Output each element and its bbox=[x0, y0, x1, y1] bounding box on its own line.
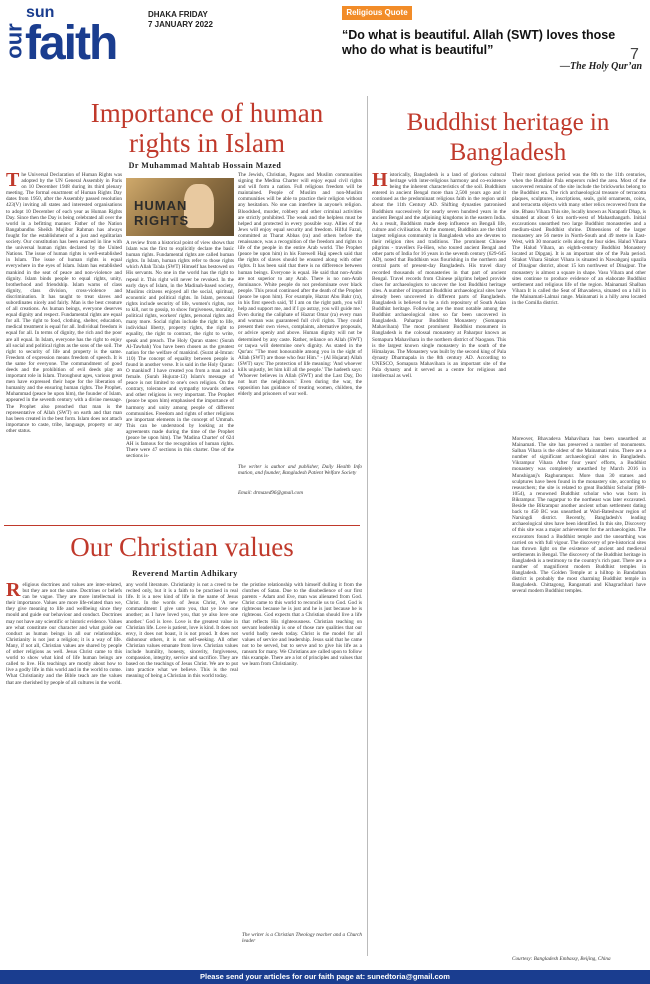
masthead-our: our bbox=[2, 23, 28, 59]
article-human-rights-title: Importance of human rights in Islam bbox=[90, 98, 324, 158]
page-number: 7 bbox=[630, 46, 639, 63]
section-tab: Religious Quote bbox=[342, 6, 412, 20]
article-human-rights-col1: The Universal Declaration of Human Rights was adopted by the UN General Assembly in Paris on 10 December 1948 during its third plenary meeting. The formal enactment of Human Rights Day dates from 1950, after the Assembly passed resolution 423(V) inviting all states and interested organisations to adopt 10 December of each year as Human Rights Day. Since then the Day is being celebrated all over the world in a befitting manner. Father of the Nation Bangabandhu Sheikh Mujibur Rahman has always fought for the establishment of a just and egalitarian society. Our constitution has been enacted in line with the universal human rights declared by the United Nations. The issue of human rights is well-established in Islam. The issue of human rights is equal everywhere in the eyes of Islam. Islam has established mankind in the seat of peace and non-violence and dignity. Islam binds people to equal rights, unity, brotherhood and friendship. Islam warns of class dignity, class division, cross-violence and discrimination. It has taught to treat slaves and subordinates nicely and fairly. Man is the best creature of all creations. As human beings, everyone deserves equal dignity and respect. Fundamental rights are equal for all. The right to food, clothing, shelter, education, medical treatment is equal for all. Individual freedom is equal for all. In terms of dignity, the rich and the poor are all equal. In Islam, everyone has the right to enjoy all social and political rights as the sons of the soil. The right to security of life and property is the same. Freedom of expression means freedom of speech. It is the same for everyone. The commandment of good deeds and the prohibition of evil deeds play an important role in Islam. Throughout ages, various great men have expressed their hope for the liberation of humanity and the ensuring human rights. The Prophet, Muhammad (peace be upon him), the founder of Islam, appeared in the seventh century with a divine message. The Prophet also preached that man is the representative of Allah (SWT) on earth and that man has been created in the best form. Islam does not attach importance to caste, tribe, language, property or any other status. bbox=[6, 172, 122, 434]
article-human-rights-email: Email: drmazed96@gmail.com bbox=[238, 490, 303, 496]
masthead-date: 7 JANUARY 2022 bbox=[148, 20, 213, 29]
article-human-rights-byline: Dr Muhammad Mahtab Hossain Mazed bbox=[128, 161, 282, 170]
photo-caption-text: HUMAN RIGHTS bbox=[134, 198, 190, 228]
article-buddhist-col2: Their most glorious period was the 8th to the 11th centuries, when the Buddhist Pala emperors ruled the area. Most of the uncovered remains of the site include the brickworks belong to the Buddhist era. The rich archaeological treasure of terracotta plaques, sculptures, inscriptions, seals, gold ornaments, coins, and terracotta objects with many other relics recovered from the site. Bhasu Vihara This site, locally known as Narapatir Dhap, is situated at about 6 km north-west of Mahasthangarh. Initial excavations unearthed two large Buddhist monasteries and a medium-sized Buddhist shrine. Dimensions of the larger monastery are 56 metre in North-South and 49 metre in East-West, with 30 monastic cells along the four sides. Halud Vihara The Halud Vihara, an eighth-century Buddhist Monastery located at Dipganj. It is an important site of the Pala period. Sitakot Vihara Sitakot Vihara is situated in Nawabganj upazila of Dinajpur district, about 15 km northwest of Dinajpur. The monastery is almost a square in shape. Vasu Vihara and other sites continue to produce evidence of an elaborate Buddhist settlement and religious life of the region. Mainamati Shalban Vihara It is called the Seat of Bhavadeva, situated on a hill in the Mainamati-Lalmai range. Mainamati is a hilly area located in the Comilla district. bbox=[512, 172, 646, 306]
quote-source: —The Holy Qur’an bbox=[560, 61, 643, 72]
article-buddhist-col1: Historically, Bangladesh is a land of glorious cultural heritage with inter-religious harmony and co-existence being the inherent characteristics of the soil. Buddhism entered in ancient Bengal more than 2,500 years ago and it continued as the predominant religious faith in the region until about the 11th Century AD. Shifting dynasties patronised Buddhism successively for nearly seven hundred years in the ancient Bengal and the adjoining kingdoms in the eastern India. As a result, Buddhism made deep influence on Bengali life, culture and civilisation. At the moment, Buddhists are the third largest religious community in Bangladesh who are devotes to their religion rites and traditions. The prominent Chinese pilgrims - travellers Fa-Hien, who toured ancient Bengal and other parts of India for 16 years in the seventh century (629-645 AD), noted that Buddhism was flourishing in the northern and central parts of present-day Bangladesh. His travel diary recorded thousands of monasteries in that part of ancient Bengal. Travel records from Chinese pilgrims helped provide clues for archaeologists to uncover the lost Buddhist heritage sites. A number of important Buddhist archaeological sites have already been uncovered in different parts of Bangladesh. Bangladesh is believed to be a rich repository of South Asian Buddhist heritage. Following are the most notable among the Buddhist archaeological sites so far been uncovered in Bangladesh. Paharpur Buddhist Monastery (Somapura Mahavihara) The most prominent Buddhist monument in Bangladesh is the colossal monastery at Paharpur known as Somapura Mahavihara in the northern district of Naogaon. This is the largest known single monastery in the south of the Himalayas. The Monastery was built by the second king of Pala dynasty Dharmapala in the 8th century AD. According to UNESCO, Somapura Mahavihara is an important site of the Pala dynasty and it served as a centre for religious and intellectual as well. bbox=[372, 172, 506, 380]
article-buddhist-courtesy: Courtesy: Bangladesh Embassy, Beijing, China bbox=[512, 956, 611, 962]
masthead-city: DHAKA FRIDAY bbox=[148, 10, 208, 19]
article-christian-title: Our Christian values bbox=[70, 532, 294, 562]
dropcap: H bbox=[372, 172, 388, 191]
article-human-rights-bio: The writer is author and publisher, Daily Health Info mation, and founder, Bangladesh Patient Welfare Society bbox=[238, 464, 362, 477]
article-christian-bio: The writer is a Christian Theology teacher and a Church leader bbox=[242, 932, 362, 945]
footer-bar: Please send your articles for our faith page at: sunedtoria@gmail.com bbox=[0, 970, 650, 984]
article-human-rights-col2: A review from a historical point of view shows that Islam was the first to explicitly declare the basic human rights. Fundamental rights are called human rights. In Islam, human rights refer to those rights which Allah Ta'ala (SWT) Himself has bestowed on His servants. No one in the world has the right to repeal it. This right will never be revoked. In the early days of Islam, in the Madinah-based society, Muslims citizens enjoyed all the social, spiritual, economic and political rights. In Islam, personal rights include security of life, women's rights, not to kill, not to gossip, to show forgiveness, morality, political rights, workers' rights, personal rights and many more. Social rights include the right to life, individual liberty, property rights, the right to equality, the right to contract, the right to write, speak and preach. The Holy Quran states: (Surah Al-Tawbah) You have been chosen as the greatest nation for the welfare of mankind. (Surat al-Imran: 110) The concept of equality between people is found in another verse. It is said in the Holy Quran: O mankind! I have created you from a man and a female. (Surah Hujurat-13) Islam's message of peace is not limited to one's own religion. On the contrary, tolerance and sympathy towards others and other religions is very important. The Prophet (peace be upon him) emphasised the importance of harmony and unity among people of different communities. Freedom and rights of other religions are important elements in the concept of Ummah. This can be understood by looking at the agreements made during the time of the Prophet (peace be upon him). The 'Madina Charter' of 624 AH is famous for the recognition of human rights. There were 47 sections in this charter. One of the sections is- bbox=[126, 240, 234, 460]
masthead-faith: faith bbox=[25, 17, 117, 70]
masthead bbox=[0, 0, 650, 92]
masthead-sun: sun bbox=[26, 4, 55, 21]
article-christian-col1: Religious doctrines and values are inter-related, but they are not the same. Doctrines or beliefs can be vague. They are more intellectual in their importance. Values are more life-related than we, they give meaning to life and wellbeing since they mould and guide our behaviour and conduct. Doctrines may not have any scientific or historic evidence. Values are what constitute our character and what guide our conduct as human beings in all our relationships. Christianity is not just a religion; it is a way of life. Many, if not all, Christian values are shared by people of other religions as well. Jesus Christ came to this world to show what kind of life human beings are called to live. His teachings are mostly about how to live a godly life in this world and in the world to come. What Christianity and the Bible teach are the values that are cherished by people of all cultures in the world. bbox=[6, 582, 122, 686]
article-christian-col2: any world literature. Christianity is not a creed to be recited only, but it is a faith to be practised in real life. It is a new kind of life in the name of Jesus Christ. In the words of Jesus Christ, 'A new commandment I give unto you, that ye love one another; as I have loved you, that ye also love one another.' God is love. Love is the greatest value in Christian life. Love is patient, love is kind. It does not envy, it does not boast, it is not proud. It does not dishonour others, it is not self-seeking. All other Christian values emanate from love. Christian values include humility, honesty, sincerity, forgiveness, compassion, integrity, service and sacrifice. They are based on the teachings of Jesus Christ. We are to put into practice what we believe. This is the real meaning of being a Christian in this world today. bbox=[126, 582, 238, 680]
column-divider bbox=[367, 96, 368, 956]
article-christian-col3: the pristine relationship with himself dulling it from the clutches of Satan. Due to the disobedience of our first parents - Adam and Eve, man was alienated from God. Christ came to this world to reconcile us to God. God is righteous because he is just and he is just because he is righteous. God expects that a Christian should live a life that reflects His righteousness. Christian teaching on servant leadership is one of those rare qualities that our world badly needs today. Christ is the model for all values of service and leadership. Jesus said that he came not to be served, but to serve and to give his life as a ransom for many. We Christians are called upon to follow this example. There are a lot of principles and values that we learn from Christianity. bbox=[242, 582, 362, 668]
article-buddhist-title: Buddhist heritage in Bangladesh bbox=[406, 109, 610, 166]
article-human-rights-col3: The Jewish, Christian, Pagans and Muslim communities signing the Medina Charter will enjoy equal civil rights and will form a nation. Full religious freedom will be maintained. People of Muslim and non-Muslim communities will be able to practice their religion without any hesitation. No one can interfere in anyone's religion. Bloodshed, murder, robbery and other criminal activities are strictly prohibited. The weak and the helpless must be helped and protected in every possible way. Allies of the Jews will enjoy equal security and freedom. Hilful Fazul, committed at Tharat Abbas (ra) and others before the renaissance, was a recognition of the freedom and rights to life of the people in the entire Arab world. The Prophet (peace be upon him) in his Farewell Hajj speech said that the rights of slaves should be ensured along with other rights. It has been said that there is no difference between human beings. Everyone is equal. He said that non-Arabs are not superior to any Arab. There is no non-Arab dominance. White people do not predominate over black people. This proud continued after the death of the Prophet (peace be upon him). For example, Hazrat Abu Bakr (ra), in his first speech said, 'If I am on the right path, you will help and support me, and if I go astray, you will guide me.' Even during the caliphate of Hazrat Omar (ra) every man and woman was guaranteed full civil rights. They could present their own views, complaints, alternative proposals, or advice openly and above. Human dignity will not be determined by any caste. Rather, reliance on Allah (SWT) or taqwa will determine one's dignity. As stated in the Qur'an: "The most honourable among you in the sight of Allah (SWT) are those who fear Him." - (Al Hujarat) Allah (SWT) says: The protection of life meaning: 'And whoever kills unjustly, let him kill all the people.' The hadeeth says: 'Whoever believes in Allah (SWT) and the Last Day, Do not hurt the neighbours.' Even during the war, the opposition has guidance of treating women, children, the elderly and prisoners of war well. bbox=[238, 172, 362, 398]
human-rights-photo bbox=[126, 178, 234, 236]
dropcap: T bbox=[6, 172, 20, 191]
article-christian-byline: Reverend Martin Adhikary bbox=[132, 569, 238, 578]
dropcap: R bbox=[6, 582, 21, 601]
section-separator bbox=[4, 525, 360, 526]
article-buddhist-col3: Moreover, Bhavadeva Mahavihara has been unearthed at Mainamati. The site has preserved a number of monuments. Salban Vihara is the oldest of the Mainamati ruins. There are a number of significant archaeological sites in Bangladesh. Vikrampur Vihara After four years' efforts, a Buddhist monastery was completely unearthed by March 2016 in Munshiganj's Raghurampur. More than 30 statues and sculptures have been found in the monastery site, according to researchers; the site is related to great Buddhist Scholar (980-1054), a renowned Buddhist scholar who was born in Bikrampur. The nagarpur to the northeast was later excavated. Beside the Bikrampur another ancient urban settlement dating back to 450 BC was unearthed at Wari-Bateshwar region of Narsingdi district. Recently, Bangladesh's leading archaeological sites have been identified. In this site, Discovery of this site was a major achievement for the archaeologists. The excavators found a Buddhist temple and the unearthing was carried on with full vigour. The discovery of pre-historical sites has thrown light on the existence of ancient and medieval settlements in Bengal. The discovery of the Buddhist heritage in Bangladesh is a testimony to the country's rich past. There are a number of magnificent modern Buddhist temples in Bangladesh. The Golden Temple at a hilltop in Bandarban district is probably the most charming Buddhist temple in Bangladesh. Chittagong, Rangamati and Khagrachhari have several modern Buddhist temples. bbox=[512, 436, 646, 595]
religious-quote: “Do what is beautiful. Allah (SWT) loves those who do what is beautiful” bbox=[342, 28, 616, 57]
